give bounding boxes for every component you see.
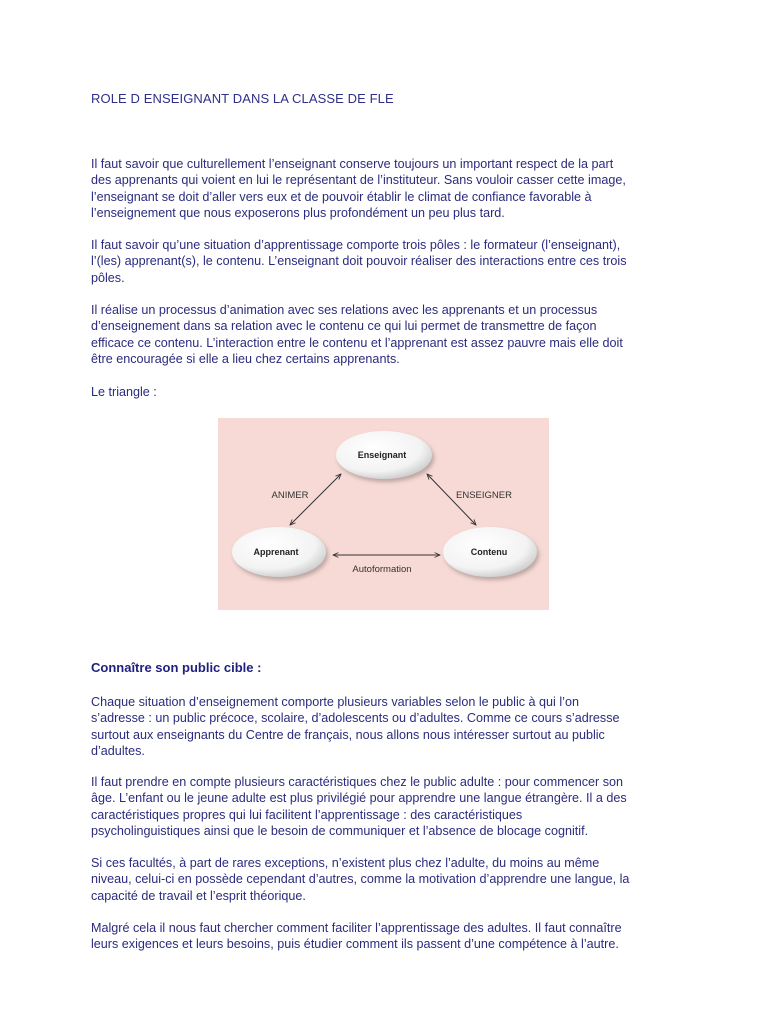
text-line: l’enseignant se doit d’aller vers eux et de pouvoir établir le climat de confiance favorable à — [91, 189, 592, 204]
paragraph-4 — [91, 384, 681, 400]
edge-label-animer: ANIMER — [271, 490, 309, 501]
section-paragraph-3 — [91, 855, 681, 904]
text-line: d’enseignement dans sa relation avec le contenu ce qui lui permet de transmettre de façon — [91, 319, 597, 334]
section-paragraph-1 — [91, 694, 681, 760]
text-line: d’adultes. — [91, 744, 145, 759]
text-line: âge. L’enfant ou le jeune adulte est plus privilégié pour apprendre une langue étrangère. Il a des — [91, 791, 627, 806]
text-line: l’(les) apprenant(s), le contenu. L’enseignant doit pouvoir réaliser des interactions entre ces trois — [91, 254, 627, 269]
text-line: leurs exigences et leurs besoins, puis étudier comment ils passent d’une compétence à l’autre. — [91, 937, 619, 952]
edge-label-enseigner: ENSEIGNER — [456, 490, 512, 501]
triangle-diagram — [218, 418, 549, 610]
text-line: Il faut savoir que culturellement l’enseignant conserve toujours un important respect de la part — [91, 157, 614, 171]
paragraph-3 — [91, 302, 681, 368]
node-enseignant — [336, 431, 432, 479]
edge-label-autoformation: Autoformation — [352, 564, 412, 575]
text-line: psycholinguistiques ainsi que le besoin de communiquer et l’absence de blocage cognitif. — [91, 824, 589, 839]
text-line: caractéristiques propres qui lui facilitent l’apprentissage : des caractéristiques — [91, 807, 523, 822]
section-paragraph-4 — [91, 920, 681, 953]
text-line: pôles. — [91, 270, 125, 285]
text-line: s’adresse : un public précoce, scolaire, d’adolescents ou d’adultes. Comme ce cours s’adresse — [91, 711, 620, 726]
text-line: Chaque situation d’enseignement comporte plusieurs variables selon le public à qui l’on — [91, 695, 579, 709]
text-line: Le triangle : — [91, 385, 157, 399]
text-line: l’enseignement que nous exposerons plus profondément un peu plus tard. — [91, 206, 505, 221]
text-line: des apprenants qui voient en lui le représentant de l’instituteur. Sans vouloir casser cette image, — [91, 173, 626, 188]
text-line: être encouragée si elle a lieu chez certains apprenants. — [91, 352, 400, 367]
text-line: surtout aux enseignants du Centre de français, nous allons nous intéresser surtout au public — [91, 727, 605, 742]
text-line: Malgré cela il nous faut chercher comment faciliter l’apprentissage des adultes. Il faut connaître — [91, 921, 622, 935]
node-apprenant — [232, 527, 326, 577]
text-line: Il réalise un processus d’animation avec ses relations avec les apprenants et un processus — [91, 303, 598, 317]
node-label-enseignant: Enseignant — [357, 450, 407, 460]
node-label-apprenant: Apprenant — [253, 547, 299, 557]
text-line: niveau, celui-ci en possède cependant d’autres, comme la motivation d’apprendre une langue, la — [91, 872, 630, 887]
text-line: Il faut prendre en compte plusieurs caractéristiques chez le public adulte : pour commencer son — [91, 775, 624, 789]
text-line: capacité de travail et l’esprit théorique. — [91, 888, 306, 903]
section-paragraph-2 — [91, 774, 681, 840]
document-title: ROLE D ENSEIGNANT DANS LA CLASSE DE FLE — [91, 91, 394, 106]
text-line: Il faut savoir qu’une situation d’apprentissage comporte trois pôles : le formateur (l’enseignant), — [91, 238, 621, 252]
text-line: Si ces facultés, à part de rares exceptions, n’existent plus chez l’adulte, du moins au même — [91, 856, 600, 870]
paragraph-2 — [91, 237, 681, 286]
triangle-diagram-svg — [218, 418, 549, 610]
section-heading: Connaître son public cible : — [91, 660, 262, 675]
paragraph-1 — [91, 156, 681, 222]
node-contenu — [443, 527, 537, 577]
node-label-contenu: Contenu — [470, 547, 508, 557]
text-line: efficace ce contenu. L’interaction entre le contenu et l’apprenant est assez pauvre mais elle doit — [91, 335, 623, 350]
